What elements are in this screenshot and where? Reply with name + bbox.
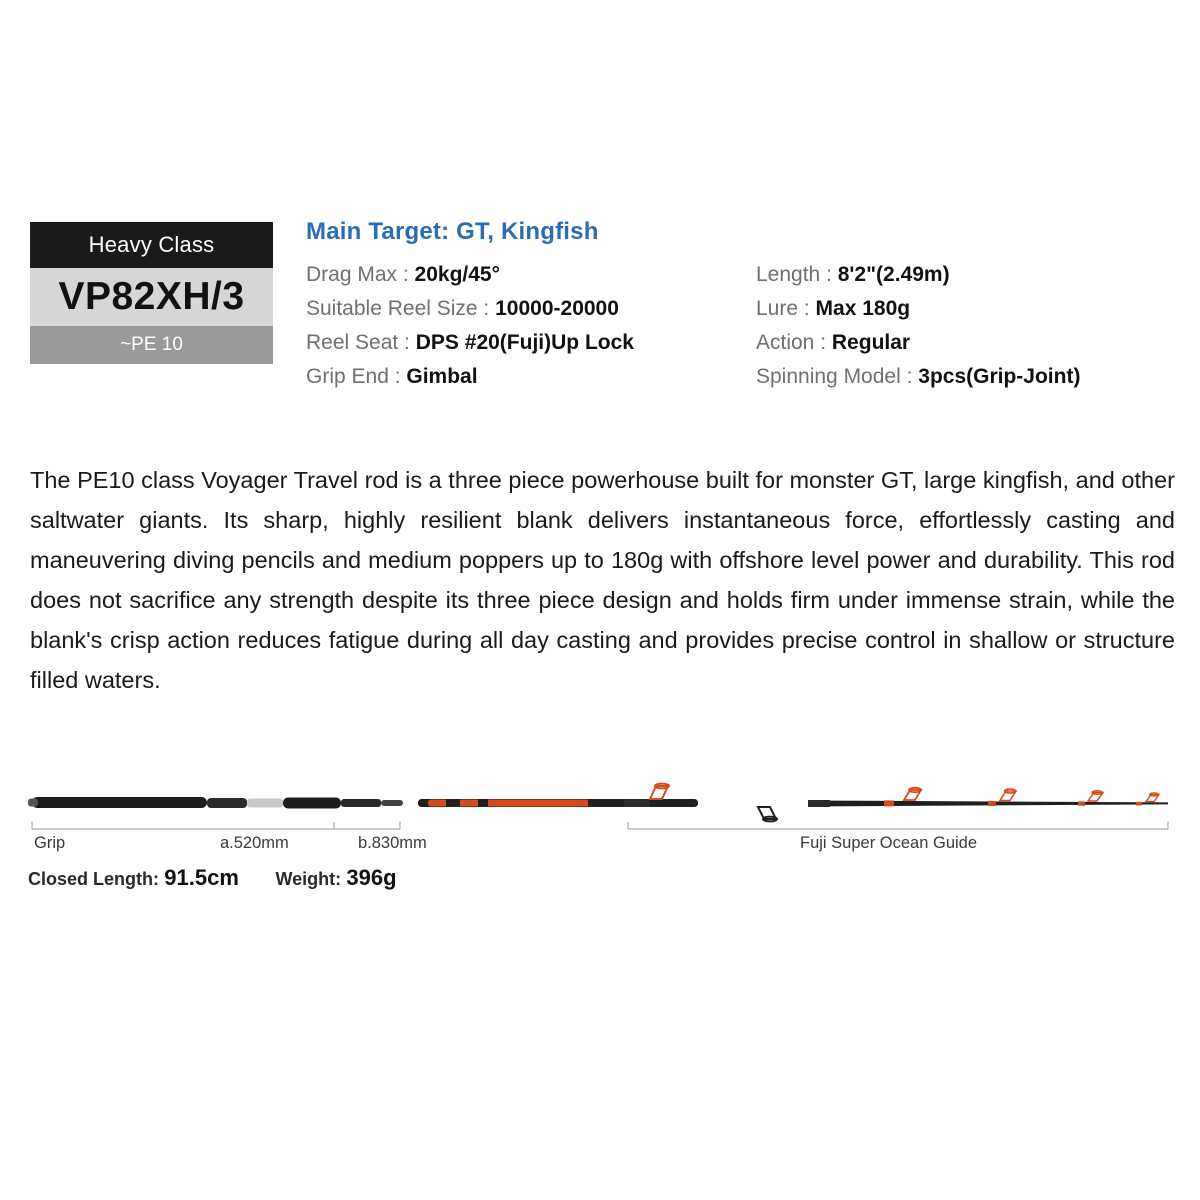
spec-value: Regular [831,331,911,354]
spec-row [756,258,1186,292]
spec-row [756,360,1186,394]
spec-label: Suitable Reel Size : [306,297,490,320]
spec-label: Grip End : [306,365,401,388]
bottom-specs [28,865,397,891]
spec-value: Gimbal [406,365,478,388]
model-class-badge: Heavy Class [30,222,273,268]
spec-label: Lure : [756,297,810,320]
spec-row [306,326,736,360]
spec-value: Max 180g [815,297,911,320]
spec-column-right [756,258,1186,394]
spec-column-left [306,258,736,394]
spec-value: DPS #20(Fuji)Up Lock [415,331,634,354]
closed-length-label: Closed Length: [28,869,159,889]
rod-diagram [28,778,1173,908]
dimension-rules [32,822,1168,829]
dim-label-guide: Fuji Super Ocean Guide [800,834,978,852]
mid-section [418,784,777,822]
spec-label: Action : [756,331,827,354]
main-target-heading: Main Target: GT, Kingfish [306,218,599,245]
dim-label-section-a: a.520mm [220,834,289,852]
spec-label: Spinning Model : [756,365,913,388]
spec-row [756,326,1186,360]
spec-value: 8'2"(2.49m) [837,263,950,286]
spec-label: Drag Max : [306,263,409,286]
tip-section [808,788,1168,807]
spec-row [306,360,736,394]
weight-value: 396g [346,865,397,890]
spec-label: Reel Seat : [306,331,410,354]
spec-value: 3pcs(Grip-Joint) [918,365,1081,388]
spec-row [306,258,736,292]
spec-value: 20kg/45° [414,263,501,286]
spec-label: Length : [756,263,832,286]
model-code: VP82XH/3 [30,268,273,326]
rod-illustration [28,778,1173,848]
closed-length-value: 91.5cm [164,865,239,890]
model-pe-rating: ~PE 10 [30,326,273,364]
spec-row [756,292,1186,326]
dim-label-section-b: b.830mm [358,834,427,852]
weight-label: Weight: [275,869,342,889]
spec-row [306,292,736,326]
product-description: The PE10 class Voyager Travel rod is a three piece powerhouse built for monster GT, large kingfish, and other saltwater giants. Its sharp, highly resilient blank delivers instantaneous force, effortlessly casting and maneuvering diving pencils and medium poppers up to 180g with offshore level power and durability. This rod does not sacrifice any strength despite its three piece design and holds firm under immense strain, while the blank's crisp action reduces fatigue during all day casting and provides precise control in shallow or structure filled waters. [30,467,1175,693]
model-card [30,222,273,364]
grip-section [28,797,403,809]
spec-value: 10000-20000 [495,297,619,320]
dim-label-grip: Grip [34,834,66,852]
